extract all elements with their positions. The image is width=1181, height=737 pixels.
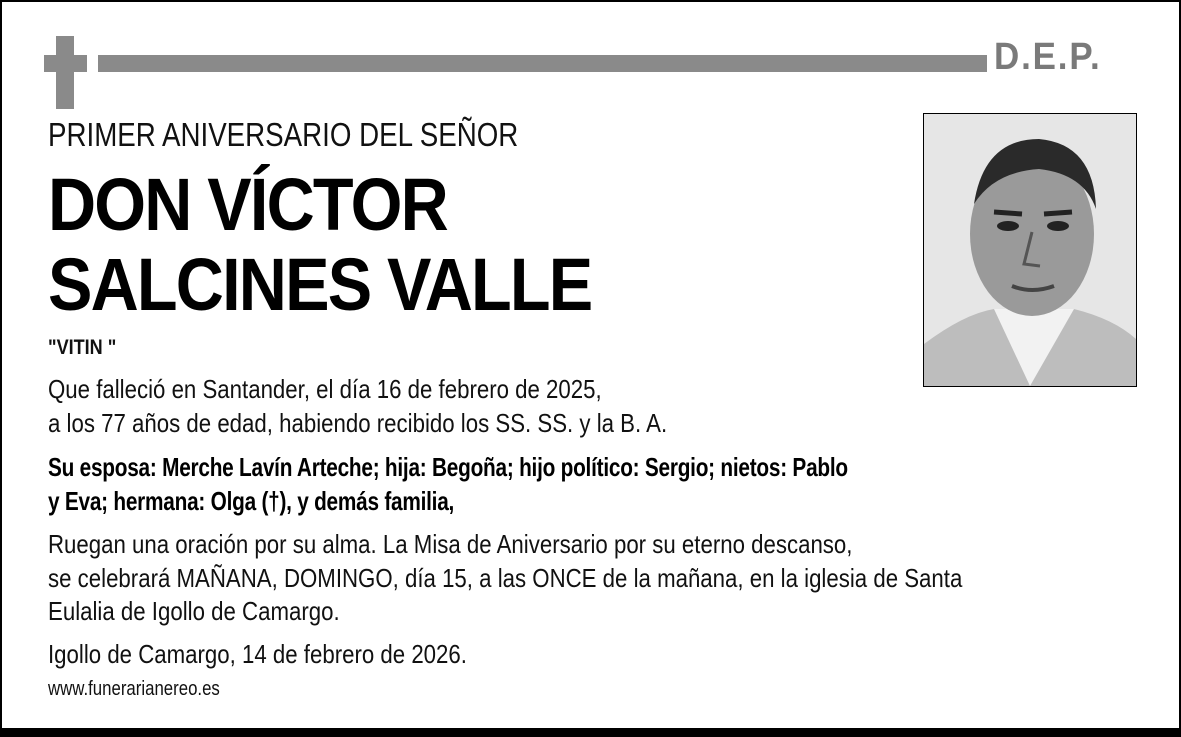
portrait-image [924,114,1136,386]
ceremony-line: Eulalia de Igollo de Camargo. [48,596,340,626]
family-line: y Eva; hermana: Olga (†), y demás familia, [48,486,455,516]
deceased-name-line2: SALCINES VALLE [48,243,592,326]
header-rule [98,55,987,72]
death-info-line: Que falleció en Santander, el día 16 de febrero de 2025, [48,374,602,404]
deceased-name-line1: DON VÍCTOR [48,163,447,246]
nickname: "VITIN " [48,336,117,359]
dep-label: D.E.P. [994,36,1102,78]
ceremony-line: Ruegan una oración por su alma. La Misa de Aniversario por su eterno descanso, [48,529,853,559]
ceremony-line: se celebrará MAÑANA, DOMINGO, día 15, a las ONCE de la mañana, en la iglesia de Santa [48,563,963,593]
cross-icon-arm [44,55,87,72]
death-info-line: a los 77 años de edad, habiendo recibido los SS. SS. y la B. A. [48,408,668,438]
cross-icon [56,36,74,109]
deceased-photo [923,113,1137,387]
subtitle: PRIMER ANIVERSARIO DEL SEÑOR [48,116,519,153]
website-link[interactable]: www.funerarianereo.es [48,678,220,700]
place-date: Igollo de Camargo, 14 de febrero de 2026. [48,639,467,669]
family-line: Su esposa: Merche Lavín Arteche; hija: Begoña; hijo político: Sergio; nietos: Pablo [48,452,848,482]
